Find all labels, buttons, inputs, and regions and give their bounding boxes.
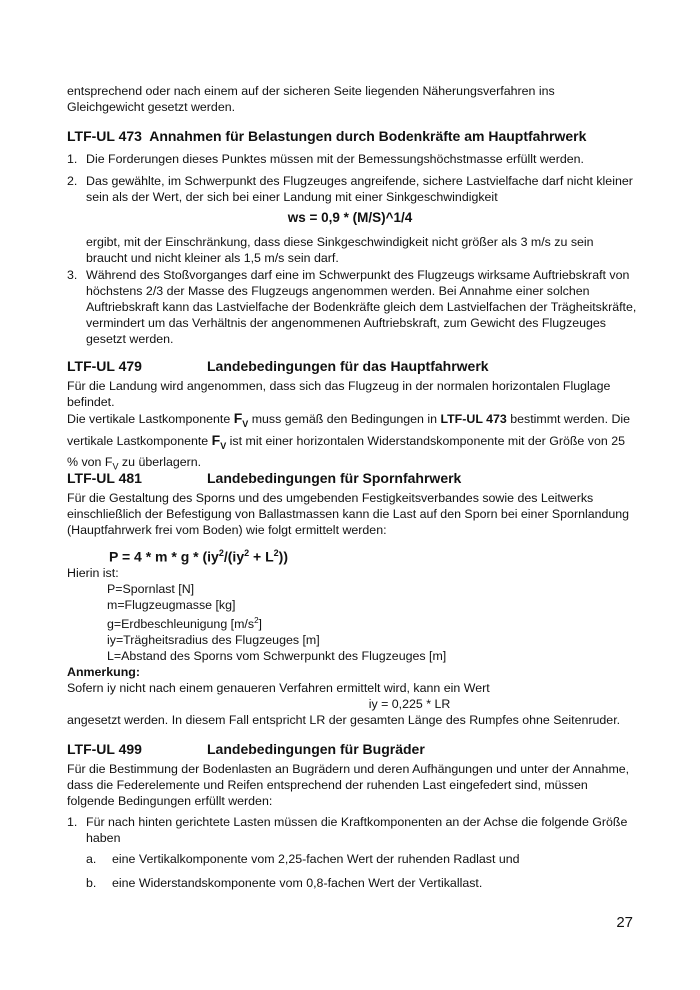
variable-item: m=Flugzeugmasse [kg] [107, 598, 236, 612]
section-heading-481: LTF-UL 481 Landebedingungen für Spornfahrwerk [67, 470, 462, 486]
variable-item: iy=Trägheitsradius des Flugzeuges [m] [107, 633, 320, 648]
section-code: LTF-UL 473 [67, 128, 142, 144]
list-item: 1. Die Forderungen dieses Punktes müssen mit der Bemessungshöchstmasse erfüllt werden. [67, 152, 584, 166]
section-heading-499: LTF-UL 499 Landebedingungen für Bugräder [67, 741, 425, 757]
list-item: 1. Für nach hinten gerichtete Lasten müssen die Kraftkomponenten an der Achse die folgende Größe haben [67, 815, 628, 845]
vertical-load-paragraph: Die vertikale Lastkomponente $F_V$ muss gemäß den Bedingungen in LTF-UL 473 bestimmt werden. Die vertikale Lastkomponente $F_V$ ist mit einer horizontalen Widerstandskomponente mit der Größe von 25 % von $F_V$ zu überlagern. [67, 410, 631, 472]
variables-list [67, 581, 632, 664]
page-number: 27 [616, 914, 633, 931]
formula-ws: ws = 0,9 * (M/S)^1/4 [287, 210, 413, 225]
section-481-body: Für die Gestaltung des Sporns und des umgebenden Festigkeitsverbandes sowie des Leitwerks einschließlich der Befestigung von Ballastmassen kann die Last auf den Sporn bei einer Spornlandung (Hauptfahrwerk frei vom Boden) wie folgt ermittelt werden: [67, 491, 630, 537]
variable-item: P=Spornlast [N] [107, 582, 195, 596]
list-item-2: 2. Das gewählte, im Schwerpunkt des Flugzeuges angreifende, sichere Lastvielfache darf nicht kleiner sein als der Wert, der sich bei einer Landung mit einer Sinkgeschwindigkeit [67, 174, 633, 204]
section-heading-479: LTF-UL 479 Landebedingungen für das Hauptfahrwerk [67, 358, 489, 374]
list-item-3: 3. Während des Stoßvorganges darf eine im Schwerpunkt des Flugzeugs wirksame Auftriebskraft von höchstens 2/3 der Masse des Flugzeugs angenommen werden. Bei Annahme einer solchen Auftriebskraft kann das Lastvielfache der Bodenkräfte gleich dem Lastvielfachen der Trägheitskräfte, vermindert um das Verhältnis der angenommenen Auftriebskraft, zum Gewicht des Flugzeuges gesetzt werden. [67, 268, 637, 346]
sub-item-a: a. eine Vertikalkomponente vom 2,25-fachen Wert der ruhenden Radlast und [86, 852, 520, 866]
note-formula: iy = 0,225 * LR [368, 697, 451, 712]
section-heading-473 [67, 127, 586, 145]
note-label: Anmerkung: [67, 665, 140, 680]
intro-paragraph: entsprechend oder nach einem auf der sicheren Seite liegenden Näherungsverfahren ins Gleichgewicht gesetzt werden. [67, 84, 555, 114]
section-title: Annahmen für Belastungen durch Bodenkräfte am Hauptfahrwerk [149, 128, 587, 144]
variables-block: Hierin ist: P=Spornlast [N] m=Flugzeugmasse [kg] g=Erdbeschleunigung $[m/s^2]$ iy=Trägheitsradius des Flugzeuges [m] L=Abstand des Sporns vom Schwerpunkt des Flugzeuges [m] Anmerkung: Sofern iy nicht nach einem genaueren Verfahren ermittelt wird, kann ein Wert iy = 0,225 * LR angesetzt werden. In diesem Fall entspricht LR der gesamten Länge des Rumpfes ohne Seitenruder. [67, 565, 632, 728]
variable-item: g=Erdbeschleunigung $[m/s^2]$ [107, 616, 262, 632]
variable-item: L=Abstand des Sporns vom Schwerpunkt des Flugzeuges [m] [107, 649, 447, 664]
list-473 [67, 151, 637, 167]
list-499 [67, 814, 637, 846]
formula-tail-load: $P = 4 * m * g * (iy^2/(iy^2 + L^2))$ [109, 548, 288, 565]
formula-note: ergibt, mit der Einschränkung, dass diese Sinkgeschwindigkeit nicht größer als 3 m/s zu sein braucht und nicht kleiner als 1,5 m/s sein darf. [86, 235, 594, 265]
section-479-body: Für die Landung wird angenommen, dass sich das Flugzeug in der normalen horizontalen Fluglage befindet. Die vertikale Lastkomponente $F_V$ muss gemäß den Bedingungen in LTF-UL 473 bestimmt werden. Die vertikale Lastkomponente $F_V$ ist mit einer horizontalen Widerstandskomponente mit der Größe von 25 % von $F_V$ zu überlagern. [67, 378, 632, 474]
sub-item-b: b. eine Widerstandskomponente vom 0,8-fachen Wert der Vertikallast. [86, 876, 483, 890]
section-499-body: Für die Bestimmung der Bodenlasten an Bugrädern und deren Aufhängungen und unter der Annahme, dass die Federelemente und Reifen entsprechend der ruhenden Last eingefedert sind, müssen folgende Bedingungen erfüllt werden: [67, 762, 630, 808]
